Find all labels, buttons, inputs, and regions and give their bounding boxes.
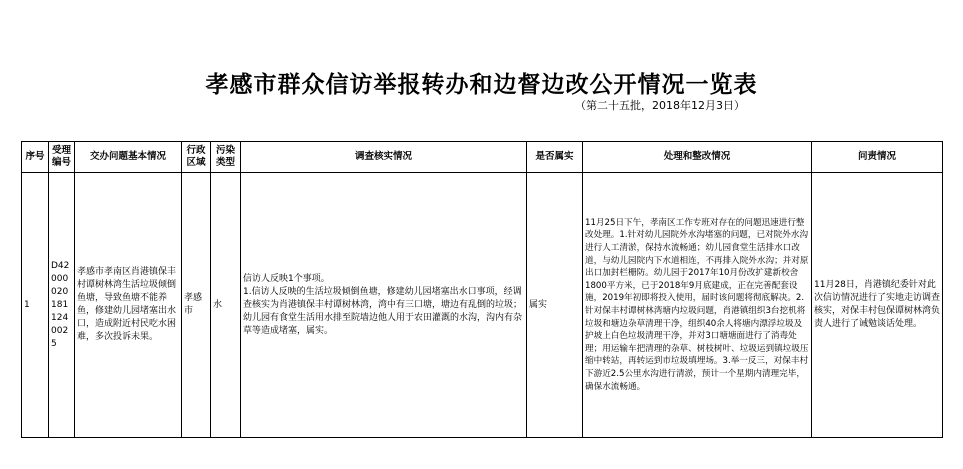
- cell-investigation: 信访人反映1个事项。 1.信访人反映的生活垃圾倾倒鱼塘，修建幼儿园堵塞出水口事项，经调查核实为肖港镇保丰村谭树林湾，湾中有三口塘，塘边有乱倒的垃圾；幼儿园有食堂生活用水排至院墙边他人用于农田灌溉的水沟，沟内有杂草等造成堵塞，属实。: [241, 173, 527, 438]
- cell-accountability: 11月28日，肖港镇纪委针对此次信访情况进行了实地走访调查核实，对保丰村包保谭树林湾负责人进行了诫勉谈话处理。: [812, 173, 943, 438]
- cell-serial: 1: [22, 173, 49, 438]
- header-basic-info: 交办问题基本情况: [75, 142, 182, 173]
- header-investigation: 调查核实情况: [241, 142, 527, 173]
- header-case-id: 受理编号: [49, 142, 75, 173]
- document-subtitle: （第二十五批，2018年12月3日）: [575, 99, 745, 112]
- header-handling: 处理和整改情况: [583, 142, 812, 173]
- header-verified: 是否属实: [527, 142, 583, 173]
- table-header-row: [22, 142, 943, 173]
- cell-verified: 属实: [527, 173, 583, 438]
- header-pollution-type: 污染类型: [211, 142, 241, 173]
- header-accountability: 问责情况: [812, 142, 943, 173]
- cell-region: 孝感市: [182, 173, 211, 438]
- petition-table: [21, 141, 943, 438]
- cell-basic-info: 孝感市孝南区肖港镇保丰村谭树林湾生活垃圾倾倒鱼塘，导致鱼塘不能养鱼，修建幼儿园堵塞出水口，造成附近村民吃水困难，多次投诉未果。: [75, 173, 182, 438]
- cell-pollution-type: 水: [211, 173, 241, 438]
- header-serial: 序号: [22, 142, 49, 173]
- cell-case-id: D420000201811240025: [49, 173, 75, 438]
- document-title: 孝感市群众信访举报转办和边督边改公开情况一览表: [205, 71, 758, 98]
- header-region: 行政区域: [182, 142, 211, 173]
- table-row: [22, 173, 943, 438]
- cell-handling: 11月25日下午，孝南区工作专班对存在的问题迅速进行整改处理。1.针对幼儿园院外水沟堵塞的问题，已对院外水沟进行人工清淤，保持水流畅通；幼儿园食堂生活排水口改道，与幼儿园院内下水道相连，不再排入院外水沟；并对原出口加封栏栅防。幼儿园于2017年10月份改扩建新校舍1800平方米，已于2018年9月底建成，正在完善配套设施，2019年初即将投入使用，届时该问题将彻底解决。2.针对保丰村谭树林湾塘内垃圾问题，肖港镇组织3台挖机将垃圾和塘边杂草清理干净，组织40余人将塘内漂浮垃圾及护坡上白色垃圾清理干净，并对3口塘塘面进行了消毒处理；用运输车把清理的杂草、树枝树叶、垃圾运到镇垃圾压缩中转站，再转运到市垃圾填埋场。3.举一反三，对保丰村下游近2.5公里水沟进行清淤，预计一个星期内清理完毕，确保水流畅通。: [583, 173, 812, 438]
